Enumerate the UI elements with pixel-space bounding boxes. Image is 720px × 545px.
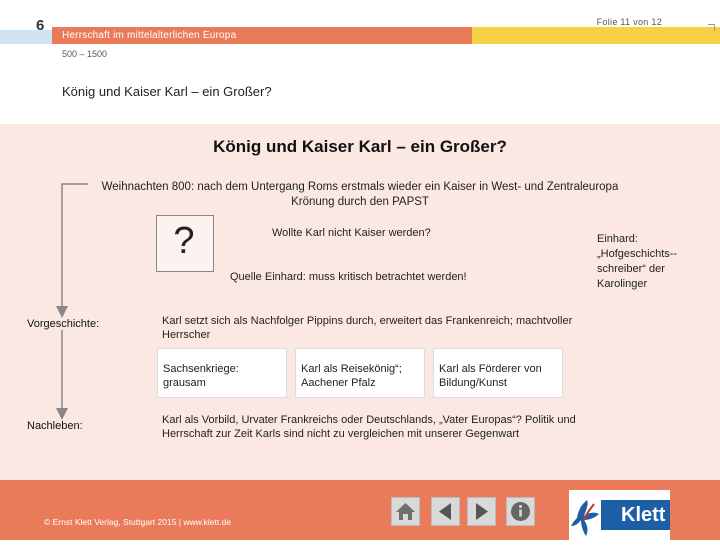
- slide-counter: Folie 11 von 12: [596, 17, 662, 27]
- vorgeschichte-text: Karl setzt sich als Nachfolger Pippins durch, erweitert das Frankenreich; machtvoller Herrscher: [162, 315, 573, 341]
- intro-text: [80, 180, 640, 210]
- nachleben-text: Karl als Vorbild, Urvater Frankreichs oder Deutschlands, „Vater Europas“? Politik und Herrschaft zur Zeit Karls sind nicht zu vergleichen mit unserer Gegenwart: [162, 414, 576, 440]
- slide-subtitle: König und Kaiser Karl – ein Großer?: [62, 84, 272, 99]
- back-button[interactable]: [431, 497, 460, 526]
- source-note: Quelle Einhard: muss kritisch betrachtet werden!: [230, 271, 467, 283]
- nachleben-label: Nachleben:: [27, 420, 83, 432]
- intro-line-1: Weihnachten 800: nach dem Untergang Roms erstmals wieder ein Kaiser in West- und Zentraleuropa: [101, 181, 619, 193]
- card-reisekoenig: Karl als Reisekönig“; Aachener Pfalz: [295, 348, 425, 398]
- page-title: König und Kaiser Karl – ein Großer?: [213, 137, 507, 156]
- subject-title: Herrschaft im mittelalterlichen Europa: [62, 30, 237, 41]
- info-button[interactable]: [506, 497, 535, 526]
- home-icon: [392, 498, 419, 525]
- side-note: Einhard: „Hofgeschichts--schreiber“ der Karolinger: [597, 233, 678, 290]
- arrow-right-icon: [468, 498, 495, 525]
- next-button[interactable]: [467, 497, 496, 526]
- question-mark: ?: [173, 220, 195, 262]
- card-foerderer: Karl als Förderer von Bildung/Kunst: [433, 348, 563, 398]
- info-icon: [507, 498, 534, 525]
- klett-logo: [569, 490, 670, 540]
- klett-logo-text: Klett: [621, 504, 666, 526]
- question-text: Wollte Karl nicht Kaiser werden?: [272, 227, 431, 239]
- card-sachsenkriege: Sachsenkriege: grausam: [157, 348, 287, 398]
- chapter-number: 6: [36, 17, 45, 34]
- date-range: 500 – 1500: [62, 49, 108, 59]
- intro-line-2: Krönung durch den PAPST: [291, 196, 429, 208]
- vorgeschichte-label: Vorgeschichte:: [27, 318, 100, 330]
- copyright-text: © Ernst Klett Verlag, Stuttgart 2015 | www.klett.de: [44, 517, 232, 527]
- arrow-left-icon: [432, 498, 459, 525]
- home-button[interactable]: [391, 497, 420, 526]
